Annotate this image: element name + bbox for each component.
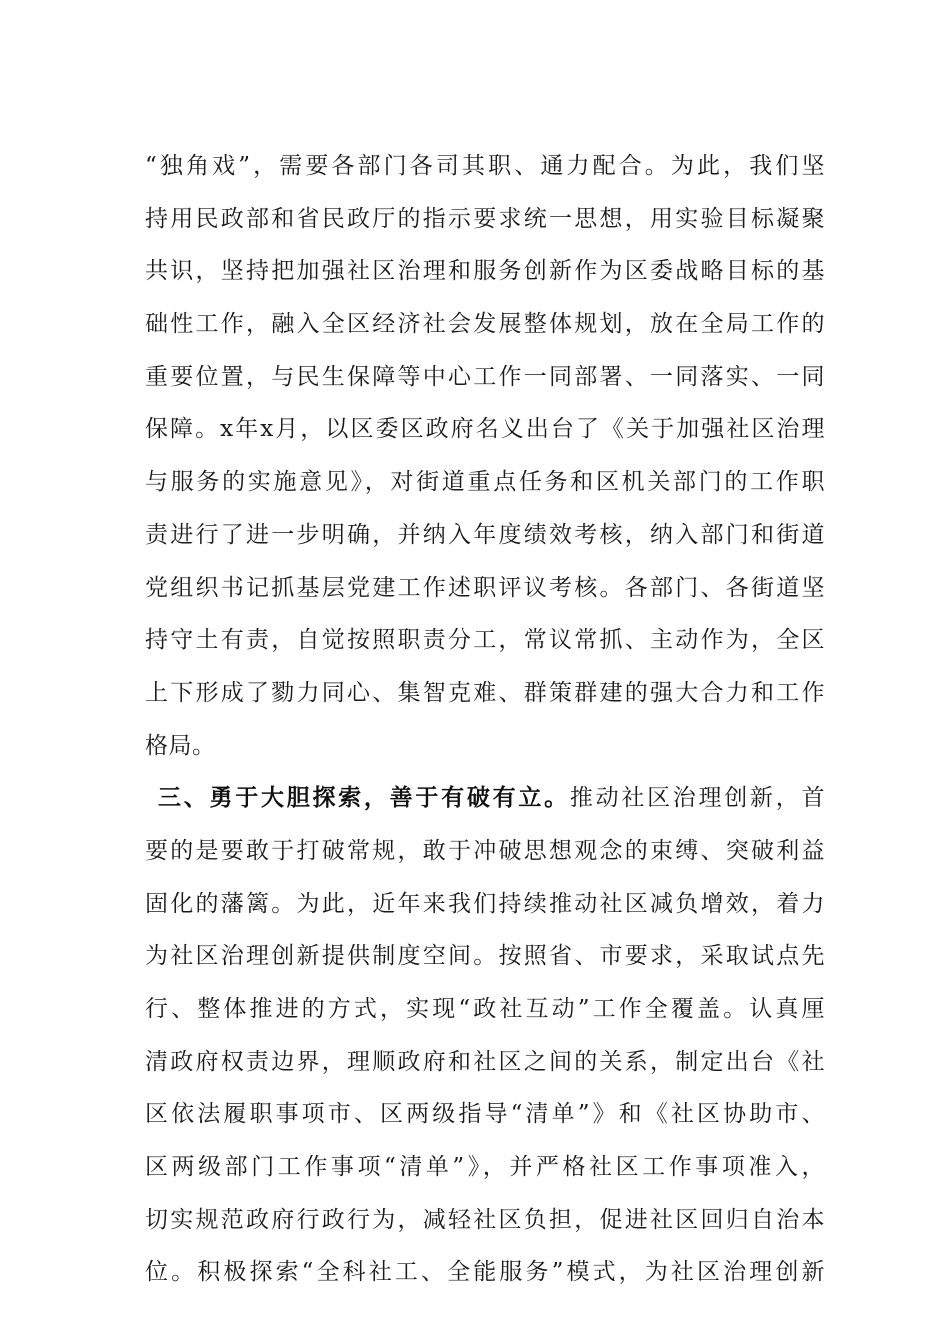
- text-line: 责进行了进一步明确，并纳入年度绩效考核，纳入部门和街道: [145, 521, 825, 548]
- text-line: 区两级部门工作事项“清单”》，并严格社区工作事项准入，: [145, 1154, 825, 1181]
- text-line: 重要位置，与民生保障等中心工作一同部署、一同落实、一同: [145, 363, 825, 390]
- text-line: 为社区治理创新提供制度空间。按照省、市要求，采取试点先: [145, 943, 825, 970]
- heading-line: [145, 772, 825, 825]
- text-line: 持守土有责，自觉按照职责分工，常议常抓、主动作为，全区: [145, 627, 825, 654]
- heading-line-rest: 推动社区治理创新，首: [569, 785, 826, 812]
- text-line: 格局。: [145, 732, 216, 759]
- paragraph-1: [145, 140, 825, 772]
- text-line: 上下形成了勠力同心、集智克难、群策群建的强大合力和工作: [145, 679, 825, 706]
- text-line: 清政府权责边界，理顺政府和社区之间的关系，制定出台《社: [145, 1048, 825, 1075]
- text-line: 区依法履职事项市、区两级指导“清单”》和《社区协助市、: [145, 1101, 825, 1128]
- section-heading: 三、勇于大胆探索，善于有破有立。: [158, 785, 570, 812]
- text-line: 固化的藩篱。为此，近年来我们持续推动社区减负增效，着力: [145, 890, 825, 917]
- text-line: 行、整体推进的方式，实现“政社互动”工作全覆盖。认真厘: [145, 996, 825, 1022]
- text-line: 位。积极探索“全科社工、全能服务”模式，为社区治理创新: [145, 1259, 825, 1286]
- text-line: “独角戏”，需要各部门各司其职、通力配合。为此，我们坚: [145, 153, 825, 179]
- text-line: 党组织书记抓基层党建工作述职评议考核。各部门、各街道坚: [145, 574, 825, 601]
- text-line: 保障。x年x月，以区委区政府名义出台了《关于加强社区治理: [145, 416, 825, 443]
- text-line: 切实规范政府行政行为，减轻社区负担，促进社区回归自治本: [145, 1206, 825, 1233]
- text-line: 共识，坚持把加强社区治理和服务创新作为区委战略目标的基: [145, 258, 825, 285]
- text-line: 础性工作，融入全区经济社会发展整体规划，放在全局工作的: [145, 311, 825, 338]
- document-body: [145, 140, 825, 1299]
- paragraph-2: [145, 772, 825, 1299]
- text-line: 持用民政部和省民政厅的指示要求统一思想，用实验目标凝聚: [145, 205, 825, 232]
- text-line: 要的是要敢于打破常规，敢于冲破思想观念的束缚、突破利益: [145, 837, 825, 864]
- text-line: 与服务的实施意见》，对街道重点任务和区机关部门的工作职: [145, 469, 825, 496]
